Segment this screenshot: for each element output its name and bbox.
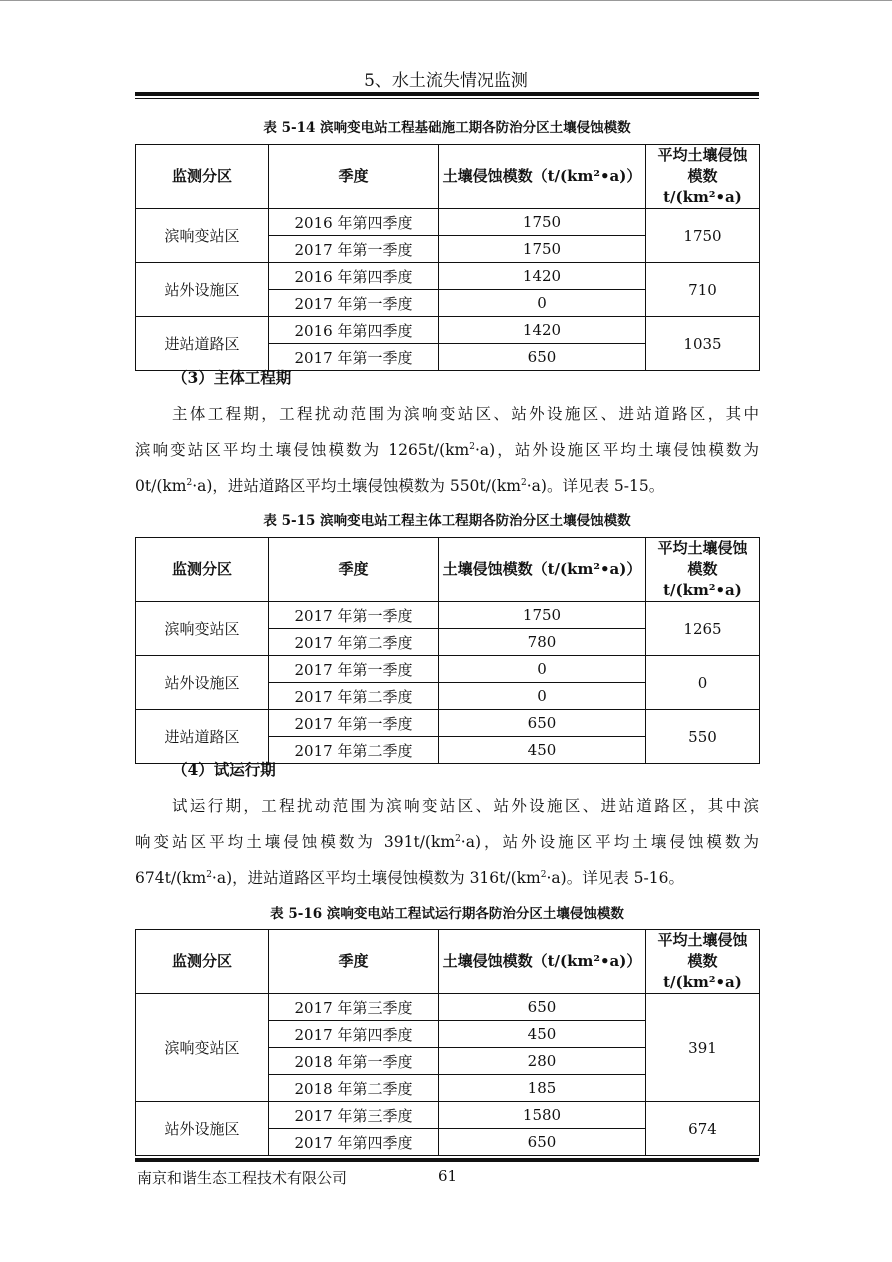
value-cell: 0: [439, 656, 646, 683]
paragraph-line: [135, 438, 759, 460]
value-cell: 1420: [439, 263, 646, 290]
table-header-row: [136, 538, 760, 602]
text-span: 674t/(km: [135, 869, 207, 887]
season-cell: 2017 年第一季度: [269, 710, 439, 737]
season-cell: 2017 年第二季度: [269, 629, 439, 656]
footer-rule-thick: [135, 1158, 759, 1162]
page-header-title: 5、水土流失情况监测: [364, 71, 528, 91]
value-cell: 0: [439, 290, 646, 317]
superscript: 2: [540, 869, 547, 880]
season-cell: 2017 年第一季度: [269, 290, 439, 317]
text-span: 滨响变站区平均土壤侵蚀模数为 1265t/(km: [135, 441, 470, 459]
col-avg-header-line1: 平均土壤侵蚀: [657, 146, 748, 164]
season-cell: 2016 年第四季度: [269, 209, 439, 236]
table-5-14-caption: 表 5-14 滨响变电站工程基础施工期各防治分区土壤侵蚀模数: [263, 120, 631, 136]
col-zone-header: 监测分区: [136, 930, 269, 994]
season-cell: 2017 年第三季度: [269, 1102, 439, 1129]
value-cell: 450: [439, 737, 646, 764]
season-cell: 2018 年第一季度: [269, 1048, 439, 1075]
value-cell: 650: [439, 710, 646, 737]
value-cell: 780: [439, 629, 646, 656]
section-3-heading: （3）主体工程期: [172, 368, 292, 387]
value-cell: 1580: [439, 1102, 646, 1129]
table-header-row: [136, 145, 760, 209]
superscript: 2: [186, 477, 193, 488]
text-span: ·a)。详见表 5-15。: [526, 477, 665, 495]
table-row: [136, 209, 760, 236]
table-row: [136, 656, 760, 683]
value-cell: 0: [439, 683, 646, 710]
zone-cell: 滨响变站区: [136, 209, 269, 263]
footer-rule-thin: [135, 1155, 759, 1156]
table-5-16: [135, 929, 760, 1156]
zone-cell: 进站道路区: [136, 317, 269, 371]
section-4-heading: （4）试运行期: [172, 760, 276, 779]
season-cell: 2016 年第四季度: [269, 317, 439, 344]
col-avg-header-line1: 平均土壤侵蚀: [657, 539, 748, 557]
table-row: [136, 317, 760, 344]
season-cell: 2017 年第一季度: [269, 236, 439, 263]
table-row: [136, 602, 760, 629]
table-row: [136, 1102, 760, 1129]
paragraph-line: [135, 474, 664, 496]
avg-cell: 550: [646, 710, 760, 764]
value-cell: 280: [439, 1048, 646, 1075]
table-row: [136, 263, 760, 290]
page-top-edge: [0, 0, 892, 1]
superscript: 2: [469, 441, 475, 452]
zone-cell: 滨响变站区: [136, 602, 269, 656]
text-span: ·a)，站外设施区平均土壤侵蚀模数为: [460, 833, 759, 851]
season-cell: 2017 年第一季度: [269, 656, 439, 683]
header-rule-thin: [135, 98, 759, 99]
col-avg-header-line2: 模数 t/(km²•a): [663, 952, 742, 991]
text-span: 0t/(km: [135, 477, 187, 495]
text-span: 响变站区平均土壤侵蚀模数为 391t/(km: [135, 833, 456, 851]
col-avg-header-line1: 平均土壤侵蚀: [657, 931, 748, 949]
header-rule-thick: [135, 92, 759, 96]
season-cell: 2018 年第二季度: [269, 1075, 439, 1102]
table-row: [136, 710, 760, 737]
zone-cell: 站外设施区: [136, 656, 269, 710]
text-span: ·a)，进站道路区平均土壤侵蚀模数为 316t/(km: [211, 869, 541, 887]
season-cell: 2017 年第四季度: [269, 1021, 439, 1048]
col-zone-header: 监测分区: [136, 145, 269, 209]
text-span: ·a)，进站道路区平均土壤侵蚀模数为 550t/(km: [192, 477, 522, 495]
table-5-16-caption: 表 5-16 滨响变电站工程试运行期各防治分区土壤侵蚀模数: [270, 906, 624, 922]
avg-cell: 391: [646, 994, 760, 1102]
paragraph-line: [135, 866, 684, 888]
season-cell: 2017 年第二季度: [269, 683, 439, 710]
page-number: 61: [438, 1167, 458, 1185]
col-season-header: 季度: [269, 145, 439, 209]
table-row: [136, 994, 760, 1021]
table-5-15-caption: 表 5-15 滨响变电站工程主体工程期各防治分区土壤侵蚀模数: [263, 513, 631, 529]
zone-cell: 站外设施区: [136, 1102, 269, 1156]
value-cell: 450: [439, 1021, 646, 1048]
value-cell: 1750: [439, 236, 646, 263]
col-season-header: 季度: [269, 538, 439, 602]
text-span: ·a)。详见表 5-16。: [546, 869, 684, 887]
value-cell: 1750: [439, 602, 646, 629]
zone-cell: 滨响变站区: [136, 994, 269, 1102]
season-cell: 2017 年第一季度: [269, 344, 439, 371]
paragraph-line: 主体工程期，工程扰动范围为滨响变站区、站外设施区、进站道路区，其中: [172, 405, 759, 423]
avg-cell: 710: [646, 263, 760, 317]
col-avg-header: [646, 538, 760, 602]
superscript: 2: [521, 477, 527, 488]
avg-cell: 1265: [646, 602, 760, 656]
col-avg-header-line2: 模数 t/(km²•a): [663, 560, 742, 599]
paragraph-line: [135, 830, 759, 852]
col-modulus-header: 土壤侵蚀模数（t/(km²•a)）: [439, 145, 646, 209]
col-modulus-header: 土壤侵蚀模数（t/(km²•a)）: [439, 930, 646, 994]
text-span: ·a)，站外设施区平均土壤侵蚀模数为: [475, 441, 760, 459]
zone-cell: 进站道路区: [136, 710, 269, 764]
table-5-14: [135, 144, 760, 371]
season-cell: 2017 年第四季度: [269, 1129, 439, 1156]
season-cell: 2017 年第一季度: [269, 602, 439, 629]
value-cell: 650: [439, 1129, 646, 1156]
value-cell: 1420: [439, 317, 646, 344]
season-cell: 2017 年第二季度: [269, 737, 439, 764]
superscript: 2: [455, 833, 461, 844]
avg-cell: 0: [646, 656, 760, 710]
value-cell: 650: [439, 994, 646, 1021]
table-5-15: [135, 537, 760, 764]
col-season-header: 季度: [269, 930, 439, 994]
avg-cell: 1035: [646, 317, 760, 371]
value-cell: 185: [439, 1075, 646, 1102]
season-cell: 2016 年第四季度: [269, 263, 439, 290]
table-header-row: [136, 930, 760, 994]
season-cell: 2017 年第三季度: [269, 994, 439, 1021]
paragraph-line: 试运行期，工程扰动范围为滨响变站区、站外设施区、进站道路区，其中滨: [172, 797, 759, 815]
col-zone-header: 监测分区: [136, 538, 269, 602]
value-cell: 1750: [439, 209, 646, 236]
footer-company-name: 南京和谐生态工程技术有限公司: [137, 1169, 348, 1187]
col-avg-header-line2: 模数 t/(km²•a): [663, 167, 742, 206]
avg-cell: 1750: [646, 209, 760, 263]
col-modulus-header: 土壤侵蚀模数（t/(km²•a)）: [439, 538, 646, 602]
value-cell: 650: [439, 344, 646, 371]
avg-cell: 674: [646, 1102, 760, 1156]
zone-cell: 站外设施区: [136, 263, 269, 317]
col-avg-header: [646, 145, 760, 209]
superscript: 2: [206, 869, 212, 880]
col-avg-header: [646, 930, 760, 994]
